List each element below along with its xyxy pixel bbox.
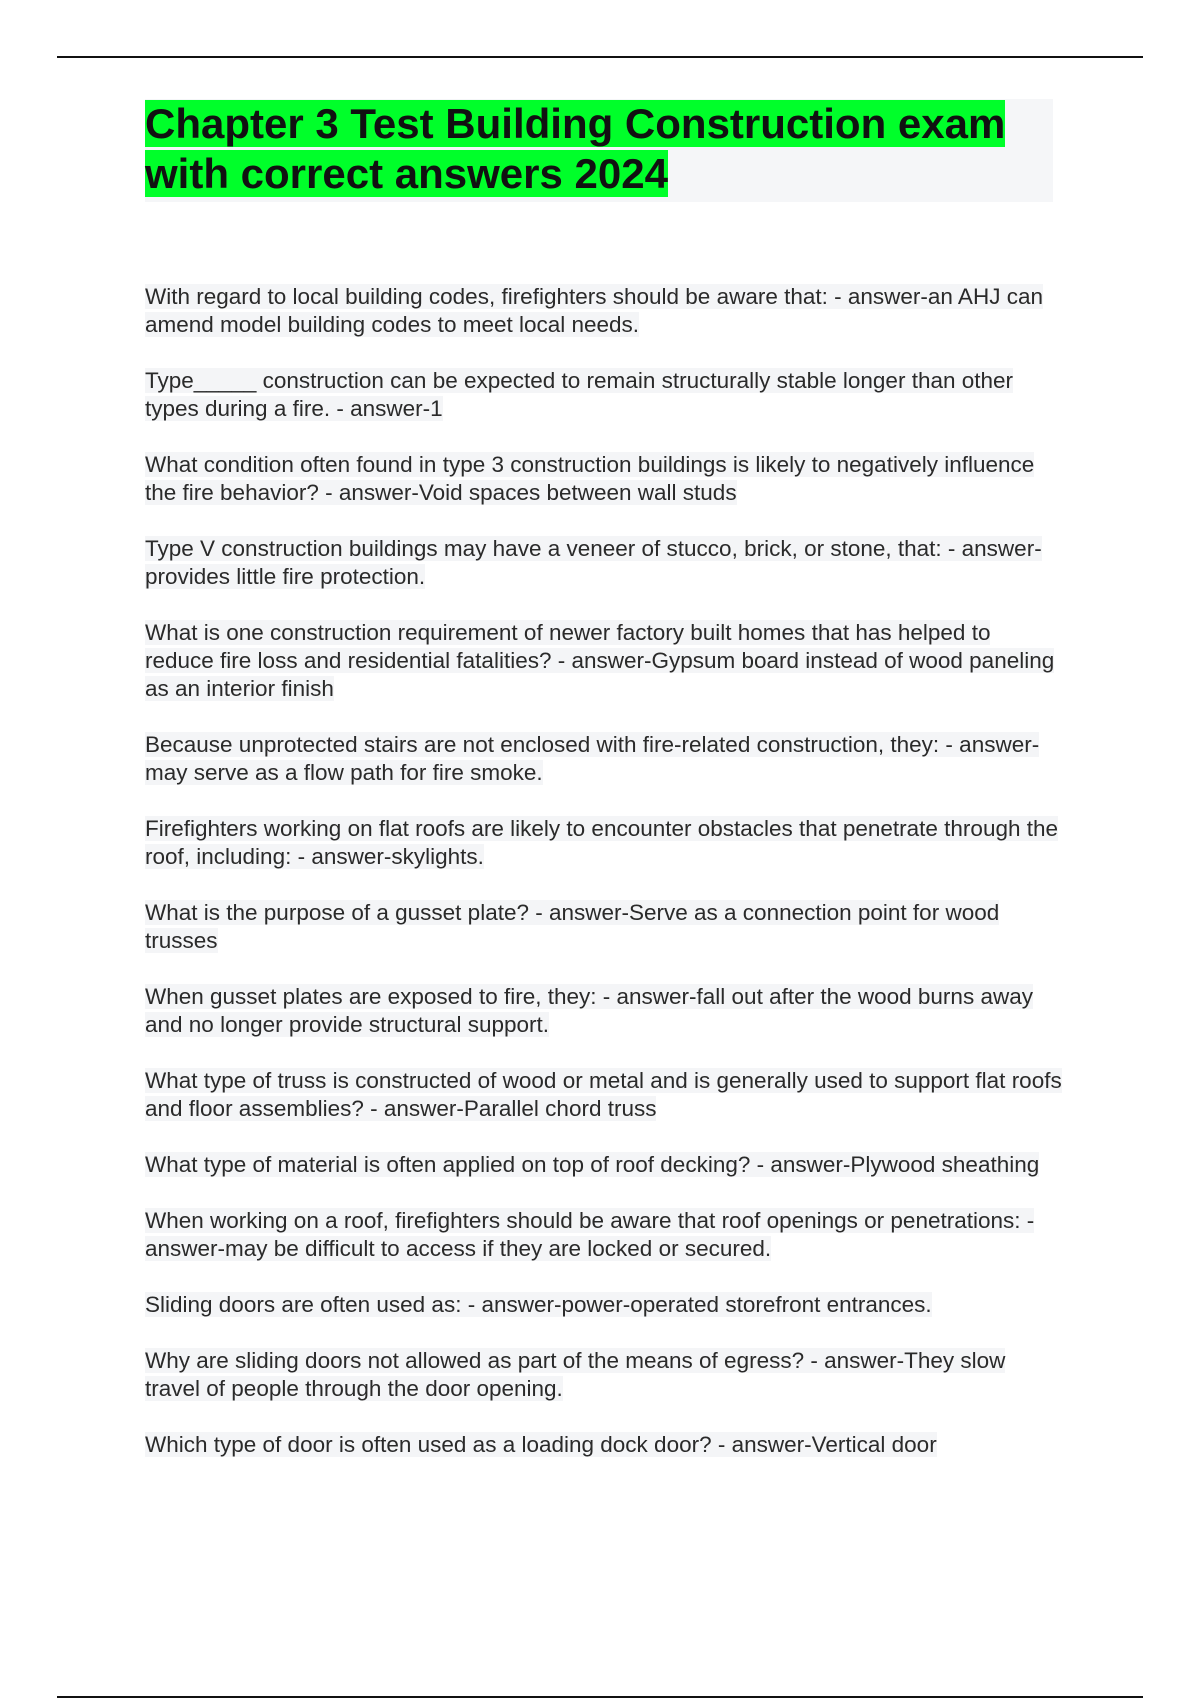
qa-item xyxy=(145,1347,1065,1403)
qa-item xyxy=(145,1067,1065,1123)
qa-item xyxy=(145,1291,1065,1319)
qa-item xyxy=(145,1207,1065,1263)
qa-item xyxy=(145,1431,1065,1459)
qa-item xyxy=(145,535,1065,591)
qa-item xyxy=(145,731,1065,787)
qa-text: When gusset plates are exposed to fire, they: - answer-fall out after the wood burns away and no longer provide structural support. xyxy=(145,984,1033,1037)
qa-list xyxy=(145,283,1065,1487)
qa-text: Why are sliding doors not allowed as part of the means of egress? - answer-They slow travel of people through the door opening. xyxy=(145,1348,1006,1401)
qa-item xyxy=(145,367,1065,423)
title-block xyxy=(145,99,1053,202)
document-title xyxy=(145,99,1053,199)
qa-item xyxy=(145,1151,1065,1179)
qa-text: What is one construction requirement of newer factory built homes that has helped to reduce fire loss and residential fatalities? - answer-Gypsum board instead of wood paneling as an interior finish xyxy=(145,620,1055,701)
qa-item xyxy=(145,619,1065,703)
qa-text: Because unprotected stairs are not enclosed with fire-related construction, they: - answer-may serve as a flow path for fire smoke. xyxy=(145,732,1040,785)
qa-text: Firefighters working on flat roofs are likely to encounter obstacles that penetrate through the roof, including: - answer-skylights. xyxy=(145,816,1059,869)
qa-text: What type of material is often applied on top of roof decking? - answer-Plywood sheathing xyxy=(145,1152,1040,1177)
qa-text: What is the purpose of a gusset plate? - answer-Serve as a connection point for wood trusses xyxy=(145,900,1000,953)
qa-item xyxy=(145,983,1065,1039)
document-title-text: Chapter 3 Test Building Construction exam with correct answers 2024 xyxy=(145,100,1006,197)
qa-text: When working on a roof, firefighters should be aware that roof openings or penetrations: - answer-may be difficult to access if they are locked or secured. xyxy=(145,1208,1035,1261)
qa-text: Which type of door is often used as a loading dock door? - answer-Vertical door xyxy=(145,1432,937,1457)
qa-item xyxy=(145,815,1065,871)
qa-text: What condition often found in type 3 construction buildings is likely to negatively influence the fire behavior? - answer-Void spaces between wall studs xyxy=(145,452,1035,505)
qa-text: Type_____ construction can be expected to remain structurally stable longer than other types during a fire. - answer-1 xyxy=(145,368,1014,421)
bottom-divider xyxy=(57,1696,1143,1698)
qa-text: With regard to local building codes, firefighters should be aware that: - answer-an AHJ can amend model building codes to meet local needs. xyxy=(145,284,1043,337)
top-divider xyxy=(57,56,1143,58)
qa-text: What type of truss is constructed of wood or metal and is generally used to support flat roofs and floor assemblies? - answer-Parallel chord truss xyxy=(145,1068,1062,1121)
qa-item xyxy=(145,899,1065,955)
qa-text: Type V construction buildings may have a veneer of stucco, brick, or stone, that: - answer-provides little fire protection. xyxy=(145,536,1042,589)
qa-item xyxy=(145,451,1065,507)
qa-text: Sliding doors are often used as: - answer-power-operated storefront entrances. xyxy=(145,1292,932,1317)
qa-item xyxy=(145,283,1065,339)
